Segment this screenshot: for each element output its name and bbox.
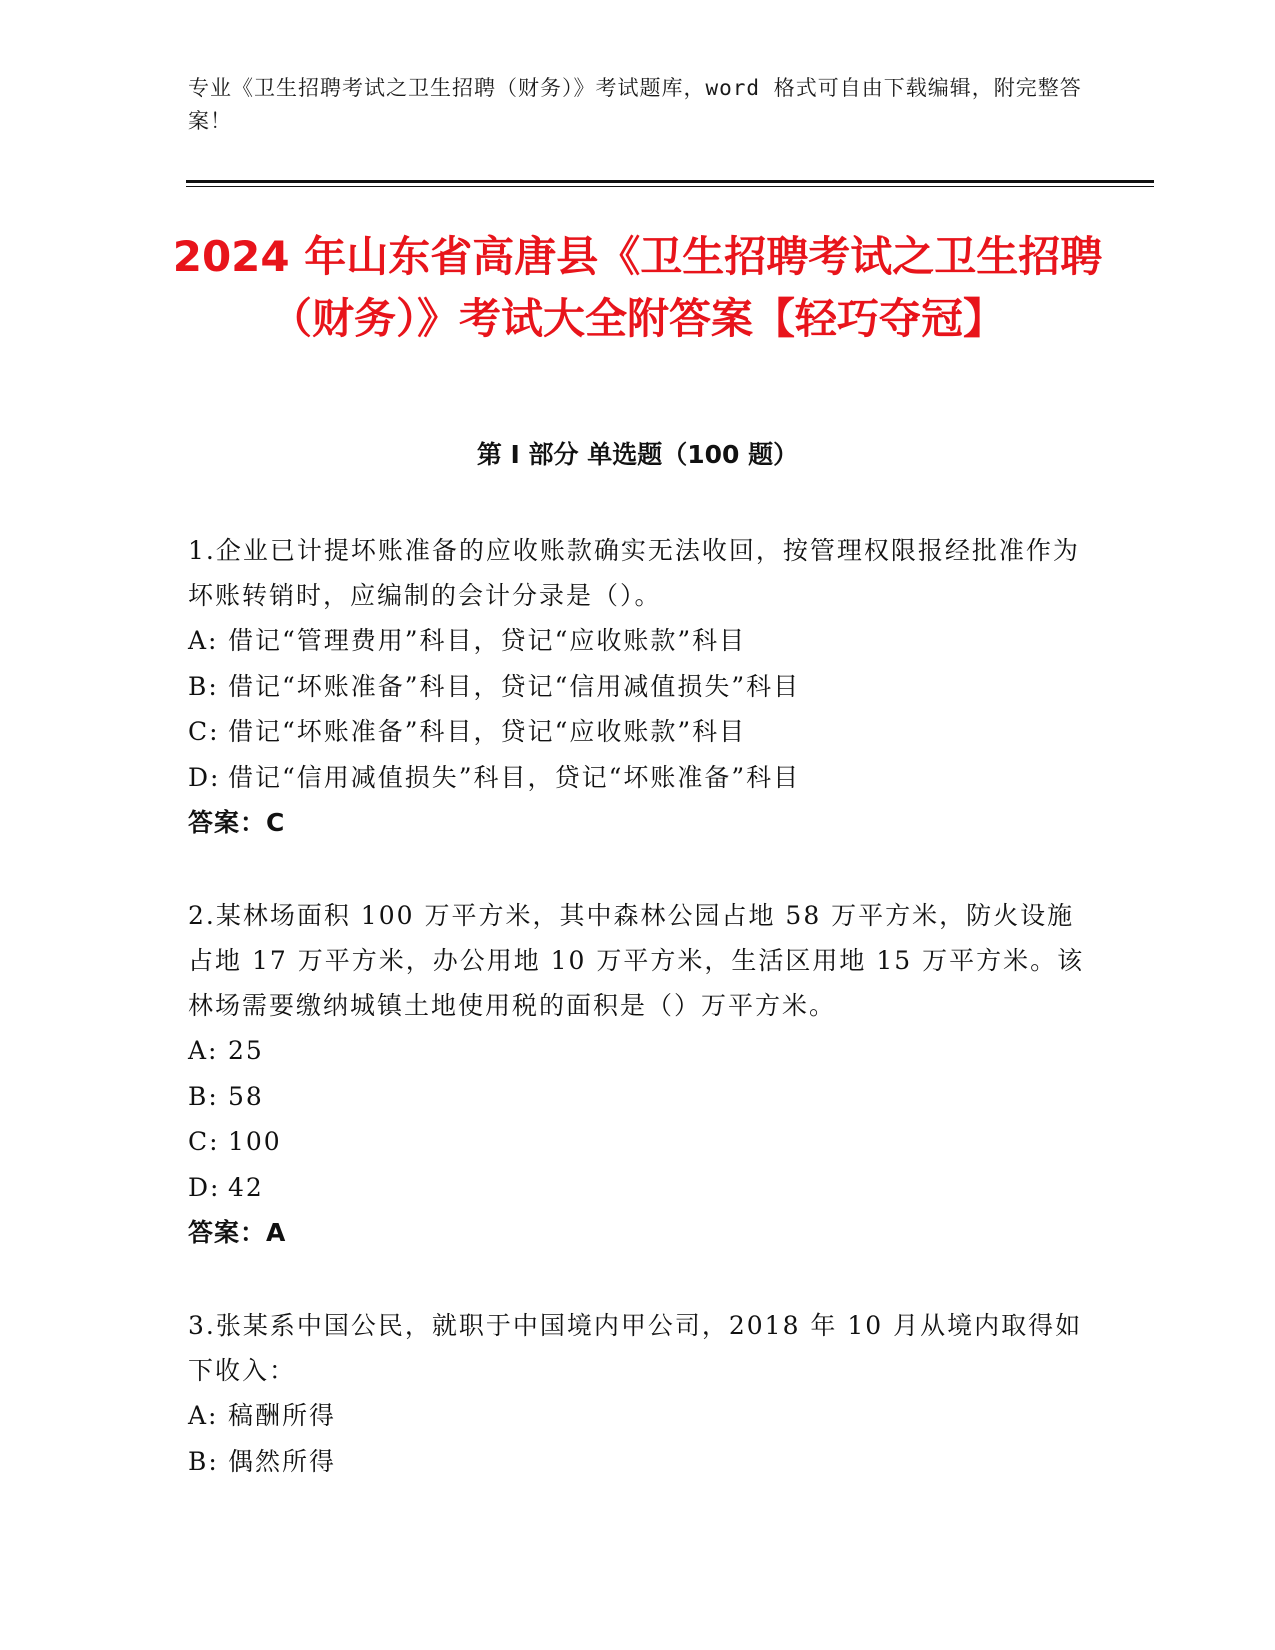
option-letter: D:	[188, 1172, 221, 1202]
question-1	[188, 528, 1093, 846]
header-divider-thick	[186, 180, 1154, 183]
header-note: 专业《卫生招聘考试之卫生招聘（财务）》考试题库，word 格式可自由下载编辑，附完整答案！	[188, 76, 1082, 133]
option-text: 借记“坏账准备”科目，贷记“应收账款”科目	[228, 717, 747, 746]
option-letter: A:	[188, 1036, 219, 1065]
option-text: 42	[228, 1172, 264, 1202]
option-a	[188, 1028, 1093, 1074]
option-text: 58	[228, 1081, 264, 1111]
question-text: 3.张某系中国公民，就职于中国境内甲公司，2018 年 10 月从境内取得如下收入：	[188, 1311, 1083, 1385]
option-letter: C:	[188, 717, 220, 746]
option-letter: B:	[188, 1446, 219, 1476]
option-text: 偶然所得	[228, 1446, 337, 1476]
answer-label: 答案：C	[188, 808, 286, 837]
section-title: 第 I 部分 单选题（100 题）	[476, 440, 799, 469]
option-text: 借记“信用减值损失”科目，贷记“坏账准备”科目	[228, 762, 801, 792]
option-text: 借记“坏账准备”科目，贷记“信用减值损失”科目	[228, 671, 801, 701]
option-c	[188, 1119, 1093, 1165]
option-text: 100	[228, 1127, 282, 1156]
option-c	[188, 709, 1093, 755]
question-text: 2.某林场面积 100 万平方米，其中森林公园占地 58 万平方米，防火设施占地 17 万平方米，办公用地 10 万平方米，生活区用地 15 万平方米。该林场需要缴纳城镇土地使用税的面积是（）万平方米。	[188, 901, 1085, 1020]
option-text: 25	[228, 1036, 264, 1065]
document-title: 2024 年山东省高唐县《卫生招聘考试之卫生招聘（财务）》考试大全附答案【轻巧夺冠】	[172, 232, 1103, 343]
option-a	[188, 618, 1093, 664]
option-b	[188, 664, 1093, 710]
question-2	[188, 893, 1093, 1256]
option-letter: A:	[188, 626, 219, 655]
option-text: 稿酬所得	[228, 1401, 337, 1430]
option-d	[188, 755, 1093, 801]
question-list	[188, 528, 1093, 1531]
answer-label: 答案：A	[188, 1218, 287, 1247]
option-b	[188, 1439, 1093, 1485]
option-letter: B:	[188, 1081, 219, 1111]
option-letter: D:	[188, 762, 221, 792]
option-b	[188, 1074, 1093, 1120]
option-letter: B:	[188, 671, 219, 701]
option-a	[188, 1393, 1093, 1439]
option-d	[188, 1165, 1093, 1211]
option-letter: A:	[188, 1401, 219, 1430]
question-3	[188, 1303, 1093, 1484]
header-divider-thin	[186, 186, 1154, 187]
option-letter: C:	[188, 1127, 220, 1156]
option-text: 借记“管理费用”科目，贷记“应收账款”科目	[228, 626, 747, 655]
question-text: 1.企业已计提坏账准备的应收账款确实无法收回，按管理权限报经批准作为坏账转销时，应编制的会计分录是（）。	[188, 536, 1080, 610]
